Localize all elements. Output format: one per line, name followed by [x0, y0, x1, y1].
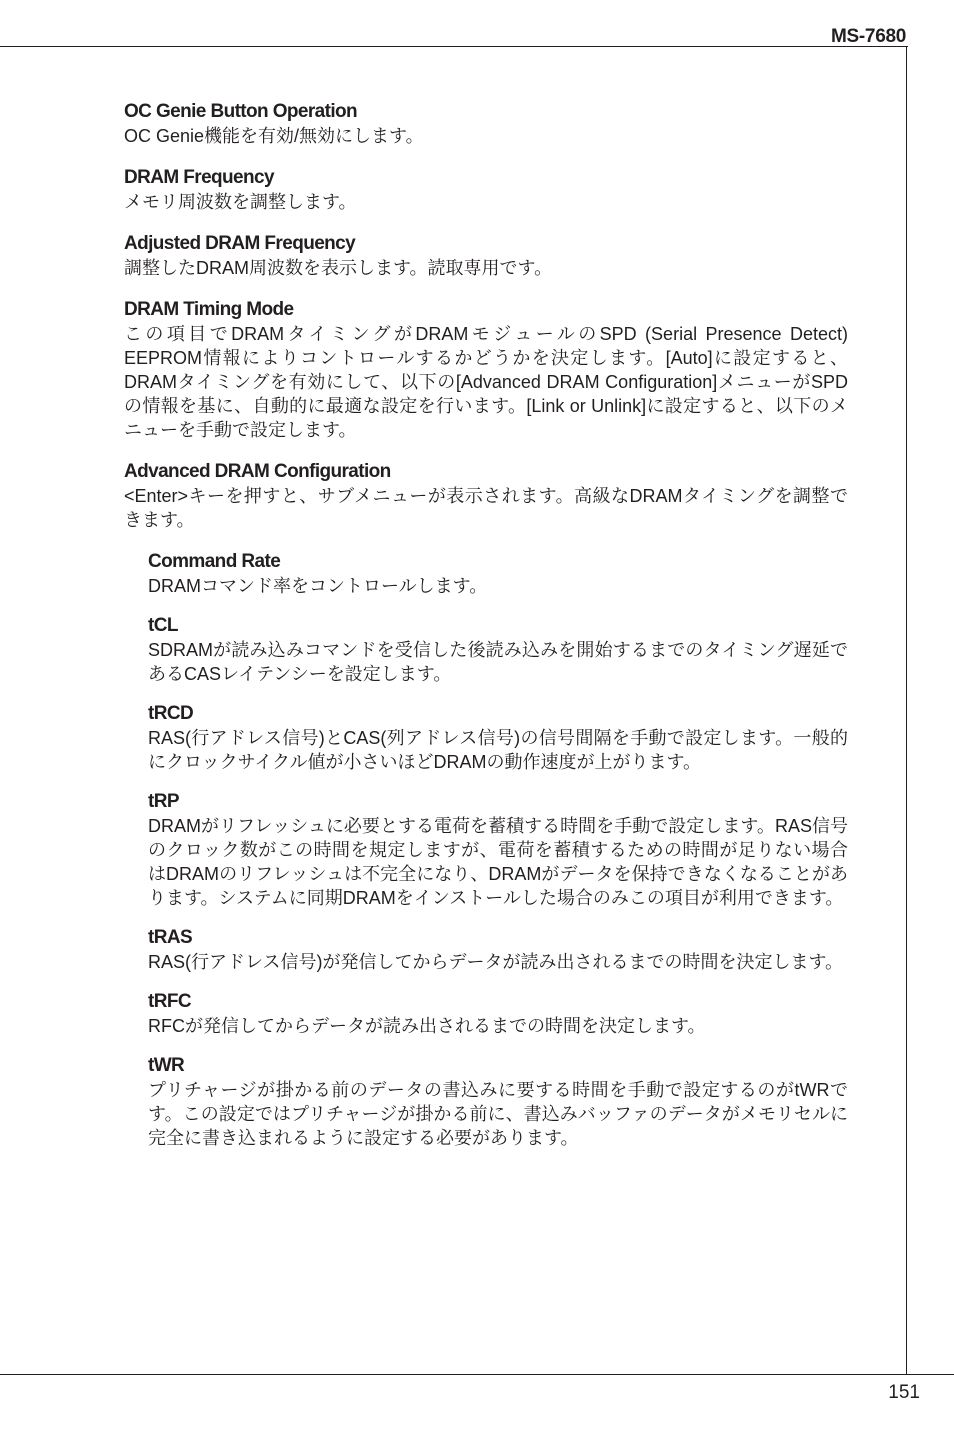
- subsection-trcd: [124, 702, 848, 774]
- section-title: DRAM Frequency: [124, 167, 274, 188]
- section-dram-timing-mode: [124, 298, 848, 442]
- side-rule: [906, 46, 907, 1375]
- section-description: OC Genie機能を有効/無効にします。: [124, 126, 424, 146]
- subsection-trfc: [124, 990, 848, 1038]
- page-content: [124, 100, 848, 1166]
- subsection-description: SDRAMが読み込みコマンドを受信した後読み込みを開始するまでのタイミング遅延であるCASレイテンシーを設定します。: [148, 640, 848, 684]
- subsection-command-rate: [124, 550, 848, 598]
- subsection-description: DRAMコマンド率をコントロールします。: [148, 576, 488, 596]
- section-advanced-dram-configuration: [124, 460, 848, 532]
- subsection-title: tCL: [148, 615, 178, 636]
- model-label: MS-7680: [831, 26, 906, 47]
- section-adjusted-dram-frequency: [124, 232, 848, 280]
- section-title: Adjusted DRAM Frequency: [124, 233, 356, 254]
- section-description: この項目でDRAMタイミングがDRAMモジュールのSPD (Serial Presence Detect) EEPROM情報によりコントロールするかどうかを決定します。[Auto]に設定すると、DRAMタイミングを有効にして、以下の[Advanced DRAM Configuration]メニューがSPDの情報を基に、自動的に最適な設定を行います。[Link or Unlink]に設定すると、以下のメニューを手動で設定します。: [124, 324, 848, 440]
- footer-rule: [0, 1374, 954, 1375]
- subsection-description: RFCが発信してからデータが読み出されるまでの時間を決定します。: [148, 1016, 706, 1036]
- subsection-description: DRAMがリフレッシュに必要とする電荷を蓄積する時間を手動で設定します。RAS信号のクロック数がこの時間を規定しますが、電荷を蓄積するための時間が足りない場合はDRAMのリフレッシュは不完全になり、DRAMがデータを保持できなくなることがあります。システムに同期DRAMをインストールした場合のみこの項目が利用できます。: [148, 816, 848, 908]
- subsection-tcl: [124, 614, 848, 686]
- section-dram-frequency: [124, 166, 848, 214]
- subsection-description: RAS(行アドレス信号)が発信してからデータが読み出されるまでの時間を決定します。: [148, 952, 844, 972]
- header-rule: [0, 46, 908, 47]
- subsection-title: tRCD: [148, 703, 194, 724]
- subsection-title: tRAS: [148, 927, 193, 948]
- section-description: 調整したDRAM周波数を表示します。読取専用です。: [124, 258, 553, 278]
- subsection-twr: [124, 1054, 848, 1150]
- section-oc-genie: [124, 100, 848, 148]
- subsection-title: tWR: [148, 1055, 185, 1076]
- section-title: OC Genie Button Operation: [124, 101, 358, 122]
- section-description: <Enter>キーを押すと、サブメニューが表示されます。高級なDRAMタイミングを調整できます。: [124, 486, 848, 530]
- subsection-title: Command Rate: [148, 551, 281, 572]
- subsection-trp: [124, 790, 848, 910]
- section-description: メモリ周波数を調整します。: [124, 192, 357, 212]
- subsection-description: RAS(行アドレス信号)とCAS(列アドレス信号)の信号間隔を手動で設定します。一般的にクロックサイクル値が小さいほどDRAMの動作速度が上がります。: [148, 728, 848, 772]
- section-title: Advanced DRAM Configuration: [124, 461, 391, 482]
- section-title: DRAM Timing Mode: [124, 299, 294, 320]
- subsection-title: tRFC: [148, 991, 191, 1012]
- subsection-tras: [124, 926, 848, 974]
- subsection-description: プリチャージが掛かる前のデータの書込みに要する時間を手動で設定するのがtWRです。この設定ではプリチャージが掛かる前に、書込みバッファのデータがメモリセルに完全に書き込まれるように設定する必要があります。: [148, 1080, 848, 1148]
- subsection-title: tRP: [148, 791, 179, 812]
- page-number: 151: [888, 1382, 920, 1403]
